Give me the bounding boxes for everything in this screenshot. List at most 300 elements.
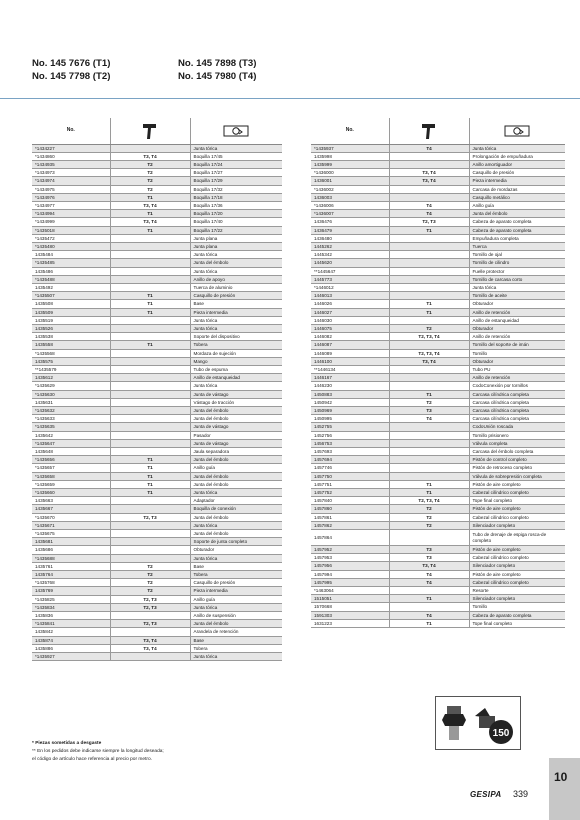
tool-models: T2	[110, 177, 190, 185]
part-number: *1435568	[32, 349, 110, 357]
table-row	[32, 407, 282, 415]
part-description: Cabezal cilíndrico completo	[469, 489, 565, 497]
part-description: Tuerca	[469, 242, 565, 250]
part-number: *1435629	[32, 382, 110, 390]
part-description: Carcasa cilíndrica completa	[469, 398, 565, 406]
table-row	[311, 439, 565, 447]
table-row	[311, 193, 565, 201]
part-description: Pieza intermedia	[190, 587, 282, 595]
part-number: 1435764	[32, 571, 110, 579]
parts-table-right	[311, 118, 565, 628]
table-row	[311, 562, 565, 570]
part-description: Junta tórica	[190, 251, 282, 259]
tool-models	[389, 464, 469, 472]
tool-models: T2	[389, 324, 469, 332]
part-number: 1435769	[32, 587, 110, 595]
part-number: 1456753	[311, 439, 389, 447]
tool-models	[389, 193, 469, 201]
tool-models	[110, 349, 190, 357]
part-number: *1434977	[32, 201, 110, 209]
part-number: 1570668	[311, 603, 389, 611]
part-number: *1436006	[311, 201, 389, 209]
tool-models	[110, 538, 190, 546]
table-row	[32, 267, 282, 275]
part-description: Junta tórica	[190, 324, 282, 332]
footnote-wear-parts: * Piezas sometidas a desgaste	[32, 741, 102, 746]
part-number: 1435575	[32, 357, 110, 365]
table-row	[311, 464, 565, 472]
footnotes	[32, 740, 164, 764]
tool-models	[389, 374, 469, 382]
part-number: 1435836	[32, 612, 110, 620]
part-description: Junta tórica	[190, 653, 282, 661]
tool-models: T1	[389, 226, 469, 234]
tool-models: T1	[389, 489, 469, 497]
part-number: 1435663	[32, 497, 110, 505]
table-row	[32, 349, 282, 357]
part-number: 1446100	[311, 357, 389, 365]
part-number: 1457860	[311, 505, 389, 513]
table-row	[311, 177, 565, 185]
tool-models: T4	[389, 611, 469, 619]
part-number: *1434974	[32, 177, 110, 185]
part-number: 1435538	[32, 333, 110, 341]
table-row	[32, 628, 282, 636]
tool-models	[110, 505, 190, 513]
part-description: Junta tórica	[190, 144, 282, 152]
part-number: 1452756	[311, 431, 389, 439]
part-description: Cabezal cilíndrico completo	[469, 513, 565, 521]
table-row	[32, 341, 282, 349]
table-row	[311, 283, 565, 291]
part-description: Soporte del dispositivo	[190, 333, 282, 341]
part-number: 1457752	[311, 489, 389, 497]
tool-models	[110, 333, 190, 341]
part-number: *1435018	[32, 226, 110, 234]
tool-models	[110, 554, 190, 562]
part-description: Anillo de estanqueidad	[190, 374, 282, 382]
part-number: *1446012	[311, 283, 389, 291]
part-description: Tornillo de ojal	[469, 251, 565, 259]
tool-models	[110, 448, 190, 456]
table-row	[32, 653, 282, 661]
part-description: Anillo de retención	[469, 308, 565, 316]
part-number: *1435927	[32, 653, 110, 661]
table-row	[32, 226, 282, 234]
part-number: 1435761	[32, 562, 110, 570]
part-description: Boquilla 17/18	[190, 193, 282, 201]
table-row	[32, 160, 282, 168]
part-number: 1435508	[32, 300, 110, 308]
tool-models: T3, T4	[389, 169, 469, 177]
tool-models: T4	[389, 210, 469, 218]
nut-and-oil-can-icon	[435, 696, 521, 750]
part-description: Obturador	[190, 546, 282, 554]
part-description: Carcasa cilíndrica completa	[469, 390, 565, 398]
tool-models: T3, T4	[110, 152, 190, 160]
part-number: 1446089	[311, 349, 389, 357]
part-number: **1445647	[311, 267, 389, 275]
tool-models	[389, 160, 469, 168]
table-row	[311, 530, 565, 546]
part-number: 1591303	[311, 611, 389, 619]
model-t1-title: No. 145 7676 (T1)	[32, 58, 111, 69]
table-row	[32, 283, 282, 291]
part-description: Tornillo de cilindro	[469, 259, 565, 267]
table-row	[311, 341, 565, 349]
part-description: Base	[190, 562, 282, 570]
title-block	[32, 58, 560, 84]
table-row	[32, 595, 282, 603]
part-number: 1445342	[311, 251, 389, 259]
part-description: Boquilla 17/45	[190, 152, 282, 160]
tool-models	[110, 316, 190, 324]
part-number: 1457862	[311, 521, 389, 529]
part-description: Junta plana	[190, 242, 282, 250]
part-number: 1457952	[311, 546, 389, 554]
part-number: 1435686	[32, 546, 110, 554]
part-number: 1445262	[311, 242, 389, 250]
part-number: 1446082	[311, 333, 389, 341]
part-number: *1435825	[32, 595, 110, 603]
header-divider	[0, 98, 580, 99]
table-row	[32, 324, 282, 332]
part-number: 1435486	[32, 267, 110, 275]
tool-models	[110, 653, 190, 661]
part-description: Junta del émbolo	[190, 530, 282, 538]
part-number: *1435630	[32, 390, 110, 398]
table-row	[32, 374, 282, 382]
part-number: 1452755	[311, 423, 389, 431]
table-row	[32, 472, 282, 480]
part-number: 1445773	[311, 275, 389, 283]
tool-models	[389, 292, 469, 300]
part-description: CodoConexión por tornillos	[469, 382, 565, 390]
chapter-tab	[549, 758, 580, 820]
table-row	[32, 636, 282, 644]
part-number: 1457864	[311, 530, 389, 546]
part-description: Boquilla 17/20	[190, 210, 282, 218]
col-header-no: No.	[32, 118, 110, 144]
part-number: 1457693	[311, 448, 389, 456]
tool-models	[110, 144, 190, 152]
part-description: Tobera	[190, 341, 282, 349]
table-row	[311, 169, 565, 177]
table-row	[311, 497, 565, 505]
tool-models: T1	[110, 341, 190, 349]
tool-models	[389, 234, 469, 242]
part-description: Boquilla de conexión	[190, 505, 282, 513]
table-row	[311, 226, 565, 234]
tool-models: T1	[110, 210, 190, 218]
tool-models: T1	[110, 300, 190, 308]
part-description: Tornillo	[469, 349, 565, 357]
table-row	[32, 333, 282, 341]
part-description: Casquillo de presión	[190, 292, 282, 300]
part-number: *1435635	[32, 423, 110, 431]
part-description: Resorte	[469, 587, 565, 595]
table-row	[32, 448, 282, 456]
part-number: 1435509	[32, 308, 110, 316]
tool-models: T3, T4	[389, 357, 469, 365]
tool-models	[110, 365, 190, 373]
tool-models	[389, 316, 469, 324]
table-row	[311, 382, 565, 390]
part-description: Pasador	[190, 431, 282, 439]
tool-models: T2	[110, 169, 190, 177]
model-t4-title: No. 145 7980 (T4)	[178, 71, 257, 82]
part-description: Carcasa cilíndrica completa	[469, 407, 565, 415]
tool-models	[110, 382, 190, 390]
tool-models	[110, 431, 190, 439]
table-row	[311, 472, 565, 480]
table-row	[32, 612, 282, 620]
tool-models: T1	[110, 464, 190, 472]
part-number: **1435579	[32, 365, 110, 373]
part-number: *1435633	[32, 415, 110, 423]
part-description: Anillo amortiguador	[469, 160, 565, 168]
part-number: 1457746	[311, 464, 389, 472]
part-number: 1450969	[311, 407, 389, 415]
part-number: *1434973	[32, 169, 110, 177]
part-description: Pistón de aire completo	[469, 480, 565, 488]
part-number: 1435874	[32, 636, 110, 644]
part-description: Carcasa cilíndrica completa	[469, 415, 565, 423]
part-description: Prolongación de empuñadura	[469, 152, 565, 160]
table-row	[32, 185, 282, 193]
tool-models	[110, 259, 190, 267]
table-row	[311, 619, 565, 627]
part-description: Junta plana	[190, 234, 282, 242]
part-description: Base	[190, 300, 282, 308]
table-row	[32, 571, 282, 579]
tool-models	[110, 497, 190, 505]
part-description: Obturador	[469, 357, 565, 365]
part-number: 1446230	[311, 382, 389, 390]
table-row	[311, 578, 565, 586]
tool-models: T2	[110, 562, 190, 570]
tool-models: T3, T4	[389, 562, 469, 570]
part-number: *1435632	[32, 407, 110, 415]
part-description: Junta del émbolo	[469, 210, 565, 218]
tool-models: T2, T3	[389, 218, 469, 226]
model-t2-title: No. 145 7798 (T2)	[32, 71, 111, 82]
part-number: *1435657	[32, 464, 110, 472]
table-row	[311, 267, 565, 275]
part-description: Junta tórica	[190, 603, 282, 611]
part-description: Pistón de control completo	[469, 456, 565, 464]
part-number: 1446087	[311, 341, 389, 349]
table-row	[32, 259, 282, 267]
part-number: *1435937	[311, 144, 389, 152]
part-number: *1435841	[32, 620, 110, 628]
part-number: *1436000	[311, 169, 389, 177]
table-row	[32, 480, 282, 488]
table-row	[32, 316, 282, 324]
part-number: 1436476	[311, 218, 389, 226]
part-description: Carcasa de mordazas	[469, 185, 565, 193]
part-number: 1435642	[32, 431, 110, 439]
table-row	[32, 603, 282, 611]
page-number: 339	[513, 789, 529, 799]
tool-models: T1	[110, 226, 190, 234]
part-description: Cabeza de aparato completa	[469, 226, 565, 234]
part-description: Anillo guía	[190, 464, 282, 472]
table-row	[311, 431, 565, 439]
part-number: 1435998	[311, 152, 389, 160]
part-description: Base	[190, 636, 282, 644]
table-row	[311, 587, 565, 595]
tool-models	[389, 341, 469, 349]
table-row	[311, 595, 565, 603]
part-number: 1450995	[311, 415, 389, 423]
tool-models: T1	[110, 292, 190, 300]
table-row	[311, 513, 565, 521]
tool-models	[110, 612, 190, 620]
part-number: *1435472	[32, 234, 110, 242]
table-row	[32, 489, 282, 497]
part-description: Cabeza de aparato completa	[469, 611, 565, 619]
part-number: *1435659	[32, 480, 110, 488]
part-description: Boquilla 17/29	[190, 177, 282, 185]
part-number: 1435842	[32, 628, 110, 636]
part-number: 1435558	[32, 341, 110, 349]
footnote-length-1: ** En los pedidos debe indicarse siempre la longitud deseada;	[32, 749, 164, 754]
part-number: **1446134	[311, 365, 389, 373]
part-description: Anillo de retención	[469, 333, 565, 341]
tool-models	[110, 415, 190, 423]
table-row	[32, 439, 282, 447]
part-number: *1435485	[32, 259, 110, 267]
part-description: Junta de vástago	[190, 423, 282, 431]
part-description: Junta del émbolo	[190, 415, 282, 423]
part-number: 1436480	[311, 234, 389, 242]
part-number: *1435675	[32, 530, 110, 538]
rivet-gun-icon	[142, 122, 158, 140]
table-row	[311, 611, 565, 619]
part-description: Boquilla 17/36	[190, 201, 282, 209]
tool-models: T2	[389, 505, 469, 513]
tool-models	[110, 374, 190, 382]
tool-models: T4	[389, 201, 469, 209]
part-description: Junta tórica	[190, 489, 282, 497]
part-description: Tuerca de aluminio	[190, 283, 282, 291]
part-number: 1450883	[311, 390, 389, 398]
part-number: 1435492	[32, 283, 110, 291]
part-description: Silenciador completo	[469, 562, 565, 570]
part-number: *1434976	[32, 193, 110, 201]
parts-list-right	[311, 144, 565, 628]
table-row	[32, 234, 282, 242]
table-row	[311, 324, 565, 332]
part-number: *1435658	[32, 472, 110, 480]
tool-models	[389, 423, 469, 431]
part-description: Junta del émbolo	[190, 456, 282, 464]
part-description: Junta del émbolo	[190, 620, 282, 628]
tool-models: T2	[110, 571, 190, 579]
table-row	[32, 546, 282, 554]
part-number: *1435834	[32, 603, 110, 611]
tool-models	[110, 530, 190, 538]
part-number: 1515051	[311, 595, 389, 603]
part-number: *1463064	[311, 587, 389, 595]
tool-models: T1	[389, 595, 469, 603]
table-row	[32, 415, 282, 423]
table-row	[311, 570, 565, 578]
tool-models	[389, 439, 469, 447]
part-number: *1436002	[311, 185, 389, 193]
tool-models: T2, T3, T4	[389, 497, 469, 505]
tool-models: T2, T3	[110, 595, 190, 603]
table-row	[311, 505, 565, 513]
part-description: Tornillo del soporte de imán	[469, 341, 565, 349]
part-number: 1435519	[32, 316, 110, 324]
table-row	[311, 300, 565, 308]
part-description: Soporte de junta completo	[190, 538, 282, 546]
tool-models: T3	[389, 554, 469, 562]
tool-models	[389, 251, 469, 259]
part-number: 1457861	[311, 513, 389, 521]
part-description: Junta tórica	[469, 144, 565, 152]
tool-models: T1	[389, 300, 469, 308]
tool-models: T1	[389, 390, 469, 398]
table-row	[32, 210, 282, 218]
part-number: 1436003	[311, 193, 389, 201]
tool-models: T2, T3, T4	[389, 349, 469, 357]
table-row	[32, 177, 282, 185]
part-description: Válvula de sobrepresión completa	[469, 472, 565, 480]
tool-models	[110, 407, 190, 415]
part-number: *1434227	[32, 144, 110, 152]
table-row	[32, 292, 282, 300]
part-number: 1436001	[311, 177, 389, 185]
part-number: 1446027	[311, 308, 389, 316]
part-description: Boquilla 17/40	[190, 218, 282, 226]
table-row	[311, 259, 565, 267]
tool-models	[389, 603, 469, 611]
part-number: *1434994	[32, 210, 110, 218]
part-description: Pistón de aire completo	[469, 570, 565, 578]
part-description: Mordaza de sujeción	[190, 349, 282, 357]
table-row	[32, 251, 282, 259]
part-number: *1436007	[311, 210, 389, 218]
part-description: Vástago de tracción	[190, 398, 282, 406]
part-description: Tobera	[190, 644, 282, 652]
part-number: 1450942	[311, 398, 389, 406]
part-description: Jaula separadora	[190, 448, 282, 456]
col-header-no: No.	[311, 118, 389, 144]
tool-models: T2	[389, 398, 469, 406]
tool-models	[389, 431, 469, 439]
part-number: *1434975	[32, 185, 110, 193]
part-number: 1446030	[311, 316, 389, 324]
tool-models	[389, 242, 469, 250]
tool-models: T3, T4	[110, 218, 190, 226]
part-number: 1436479	[311, 226, 389, 234]
part-description: Pistón de aire completo	[469, 505, 565, 513]
table-row	[32, 152, 282, 160]
tool-models	[389, 587, 469, 595]
tool-models: T3, T4	[110, 201, 190, 209]
part-description: Arandela de retención	[190, 628, 282, 636]
table-row	[32, 464, 282, 472]
tool-models	[389, 456, 469, 464]
table-row	[311, 456, 565, 464]
table-row	[32, 505, 282, 513]
table-row	[32, 390, 282, 398]
table-row	[32, 201, 282, 209]
model-t3-title: No. 145 7898 (T3)	[178, 58, 257, 69]
